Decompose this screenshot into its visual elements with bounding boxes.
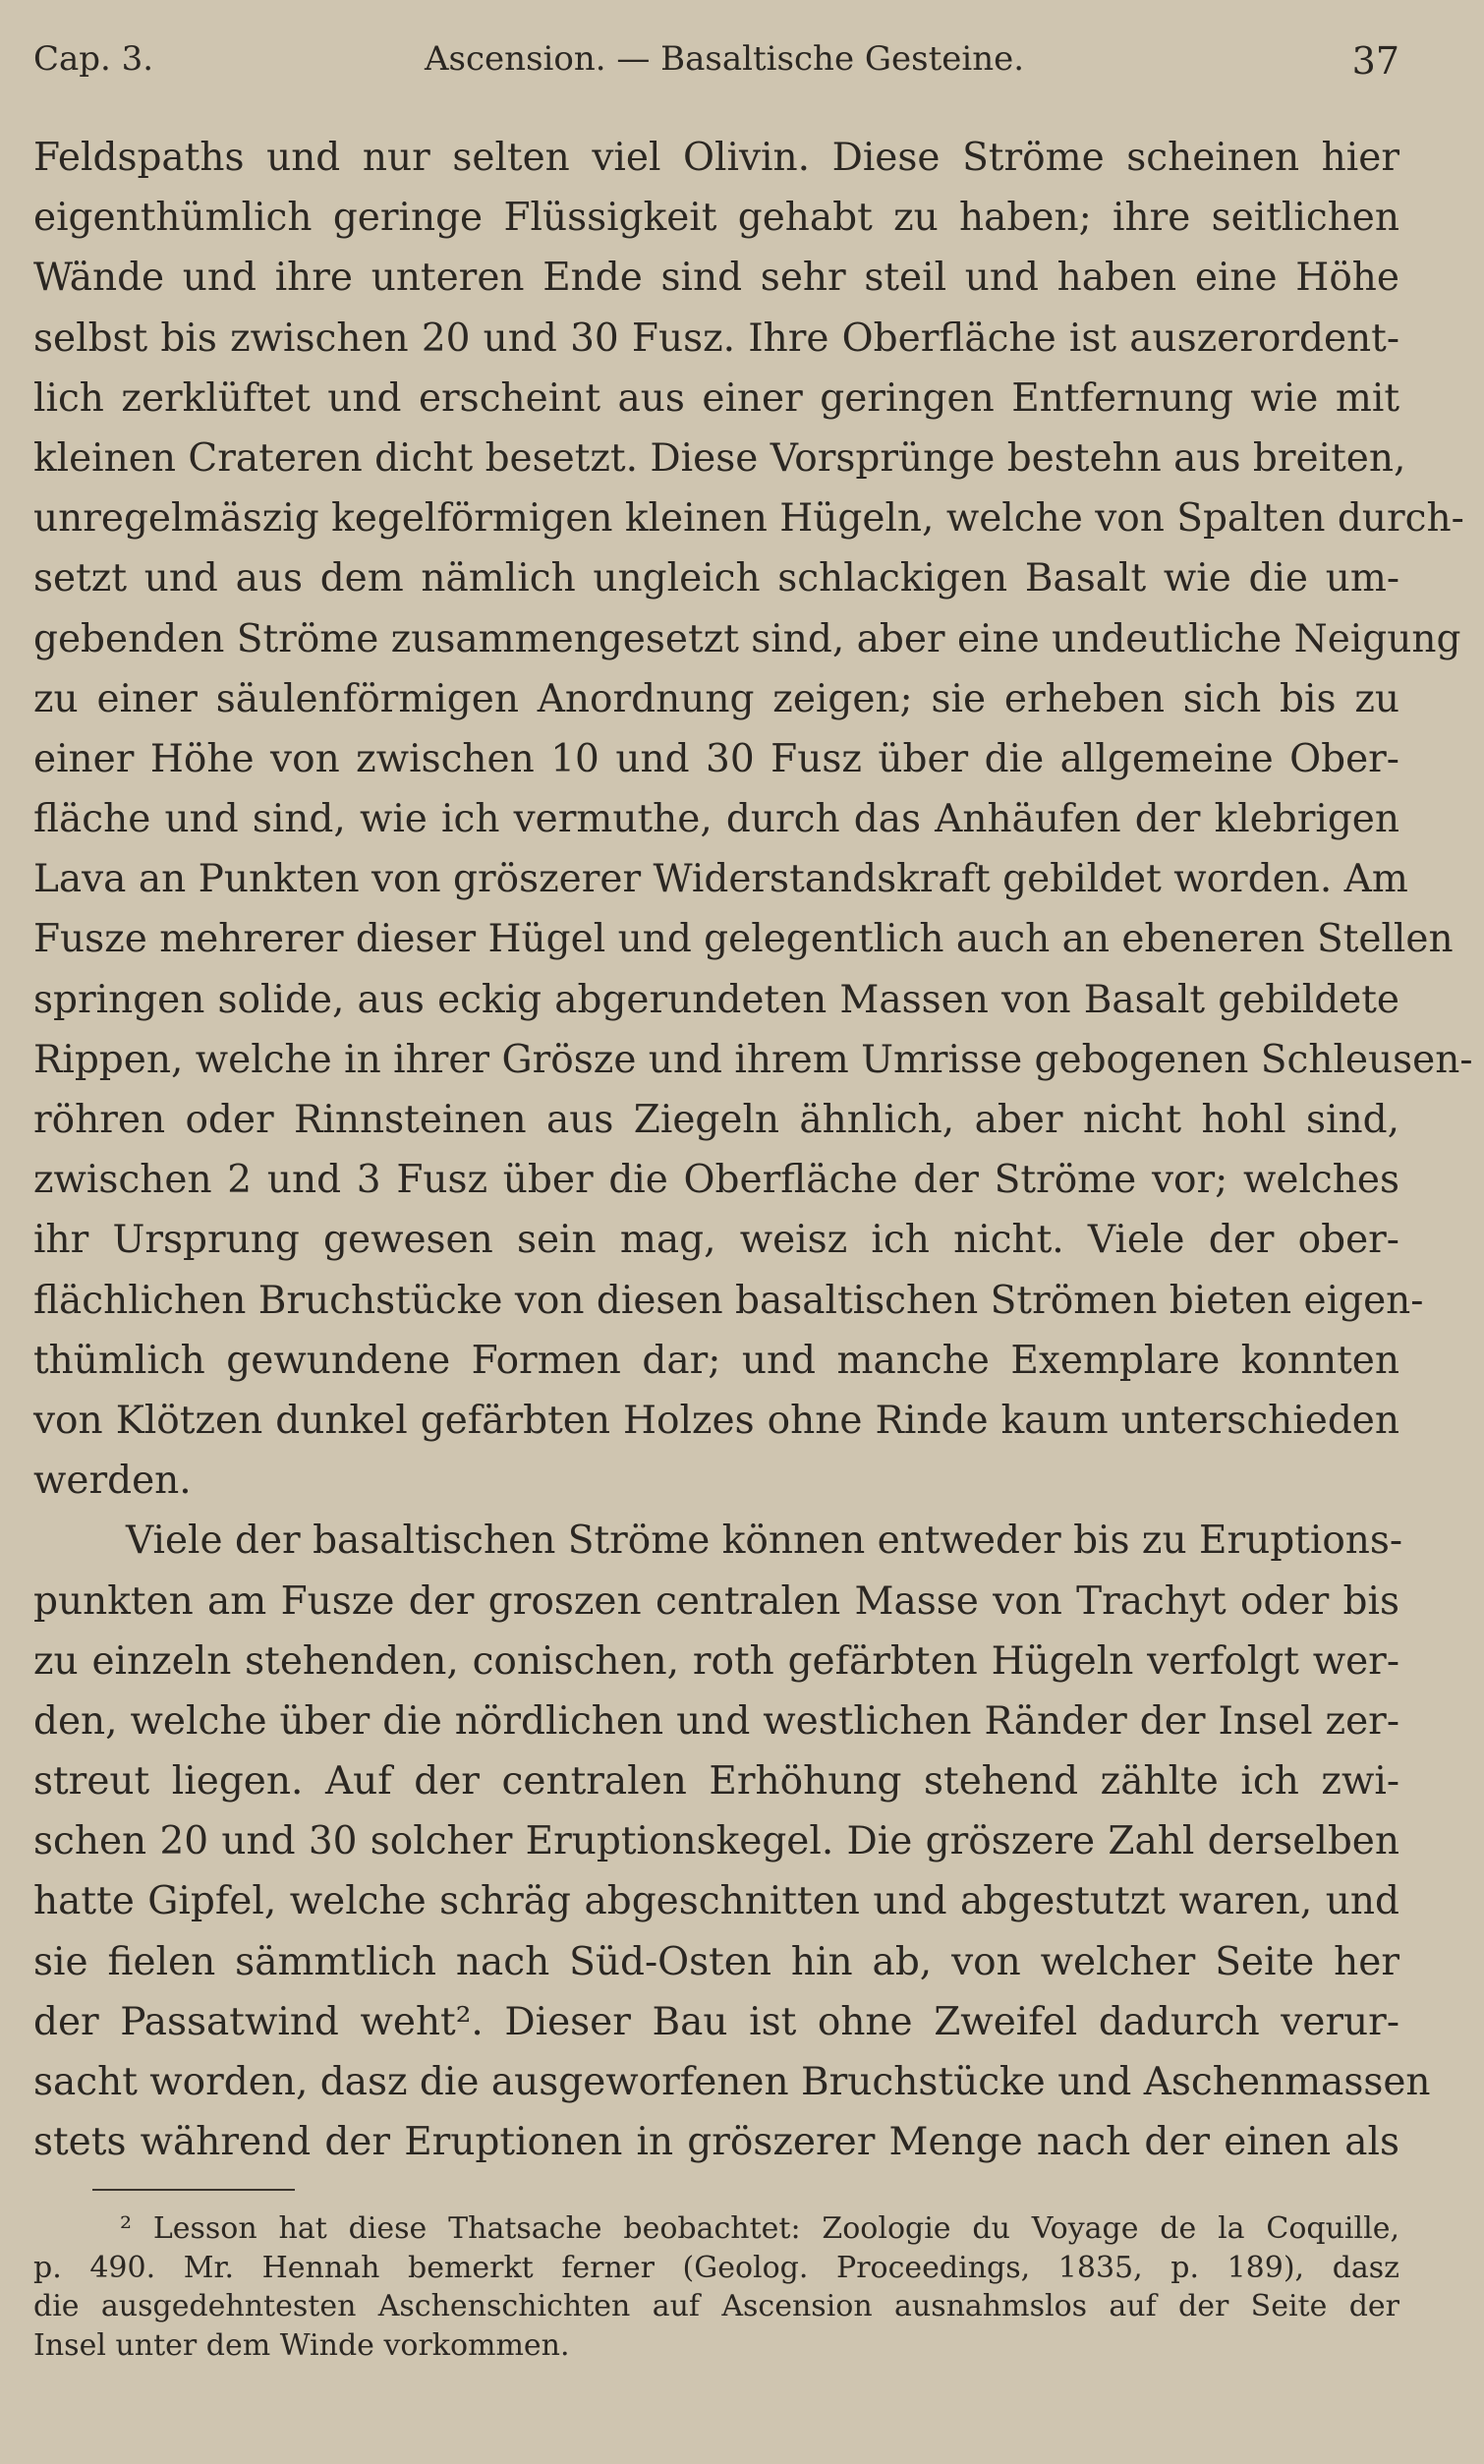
text-line: Viele der basaltischen Ströme können entweder bis zu Eruptions- xyxy=(126,1519,1403,1564)
text-line: werden. xyxy=(33,1459,192,1504)
footnote-line: die ausgedehntesten Aschenschichten auf Ascension ausnahmslos auf der Seite der xyxy=(33,2289,1399,2323)
text-line: unregelmäszig kegelförmigen kleinen Hügeln, welche von Spalten durch- xyxy=(33,496,1464,542)
text-line: punkten am Fusze der groszen centralen Masse von Trachyt oder bis xyxy=(33,1578,1399,1624)
text-line: fläche und sind, wie ich vermuthe, durch das Anhäufen der klebrigen xyxy=(33,797,1399,842)
body-text xyxy=(33,128,1473,2172)
text-line: gebenden Ströme zusammengesetzt sind, aber eine undeutliche Neigung xyxy=(33,616,1461,661)
text-line: zu einzeln stehenden, conischen, roth gefärbten Hügeln verfolgt wer- xyxy=(33,1638,1399,1684)
chapter-label: Cap. 3. xyxy=(33,39,154,79)
running-title: Ascension. — Basaltische Gesteine. xyxy=(425,39,1025,79)
text-line: sie fielen sämmtlich nach Süd-Osten hin ab, von welcher Seite her xyxy=(33,1939,1399,1984)
text-line: flächlichen Bruchstücke von diesen basaltischen Strömen bieten eigen- xyxy=(33,1278,1424,1323)
footnote-line: Insel unter dem Winde vorkommen. xyxy=(33,2327,570,2363)
text-line: ihr Ursprung gewesen sein mag, weisz ich nicht. Viele der ober- xyxy=(33,1218,1399,1263)
footnote-line: ² Lesson hat diese Thatsache beobachtet: Zoologie du Voyage de la Coquille, xyxy=(120,2211,1399,2246)
text-line: lich zerklüftet und erscheint aus einer geringen Entfernung wie mit xyxy=(33,375,1399,421)
text-line: röhren oder Rinnsteinen aus Ziegeln ähnlich, aber nicht hohl sind, xyxy=(33,1098,1399,1142)
text-line: Fusze mehrerer dieser Hügel und gelegentlich auch an ebeneren Stellen xyxy=(33,917,1454,962)
text-line: streut liegen. Auf der centralen Erhöhung stehend zählte ich zwi- xyxy=(33,1759,1399,1805)
text-line: von Klötzen dunkel gefärbten Holzes ohne Rinde kaum unterschieden xyxy=(33,1398,1399,1443)
text-line: zwischen 2 und 3 Fusz über die Oberfläche der Ströme vor; welches xyxy=(33,1158,1399,1203)
text-line: Rippen, welche in ihrer Grösze und ihrem Umrisse gebogenen Schleusen- xyxy=(33,1037,1473,1082)
text-line: Lava an Punkten von gröszerer Widerstandskraft gebildet worden. Am xyxy=(33,857,1408,902)
text-line: schen 20 und 30 solcher Eruptionskegel. Die gröszere Zahl derselben xyxy=(33,1819,1399,1864)
text-line: thümlich gewundene Formen dar; und manche Exemplare konnten xyxy=(33,1338,1399,1383)
text-line: einer Höhe von zwischen 10 und 30 Fusz über die allgemeine Ober- xyxy=(33,736,1399,781)
text-line: hatte Gipfel, welche schräg abgeschnitten und abgestutzt waren, und xyxy=(33,1879,1399,1924)
text-line: zu einer säulenförmigen Anordnung zeigen; sie erheben sich bis zu xyxy=(33,676,1399,721)
text-line: springen solide, aus eckig abgerundeten Massen von Basalt gebildete xyxy=(33,977,1399,1022)
text-line: stets während der Eruptionen in gröszerer Menge nach der einen als xyxy=(33,2120,1399,2165)
footnote-line: p. 490. Mr. Hennah bemerkt ferner (Geolog. Proceedings, 1835, p. 189), dasz xyxy=(33,2250,1399,2285)
text-line: eigenthümlich geringe Flüssigkeit gehabt zu haben; ihre seitlichen xyxy=(33,196,1399,241)
footnote-divider xyxy=(92,2189,295,2191)
text-line: Feldspaths und nur selten viel Olivin. Diese Ströme scheinen hier xyxy=(33,136,1399,180)
page-header xyxy=(33,39,1399,88)
text-line: Wände und ihre unteren Ende sind sehr steil und haben eine Höhe xyxy=(33,256,1399,301)
text-line: kleinen Crateren dicht besetzt. Diese Vorsprünge bestehn aus breiten, xyxy=(33,435,1406,481)
text-line: selbst bis zwischen 20 und 30 Fusz. Ihre Oberfläche ist auszerordent- xyxy=(33,315,1399,361)
text-line: den, welche über die nördlichen und westlichen Ränder der Insel zer- xyxy=(33,1698,1399,1744)
text-line: sacht worden, dasz die ausgeworfenen Bruchstücke und Aschenmassen xyxy=(33,2060,1431,2104)
text-line: setzt und aus dem nämlich ungleich schlackigen Basalt wie die um- xyxy=(33,556,1399,602)
text-line: der Passatwind weht². Dieser Bau ist ohne Zweifel dadurch verur- xyxy=(33,1999,1399,2044)
page-number: 37 xyxy=(1351,39,1399,83)
footnote xyxy=(33,2209,1399,2365)
